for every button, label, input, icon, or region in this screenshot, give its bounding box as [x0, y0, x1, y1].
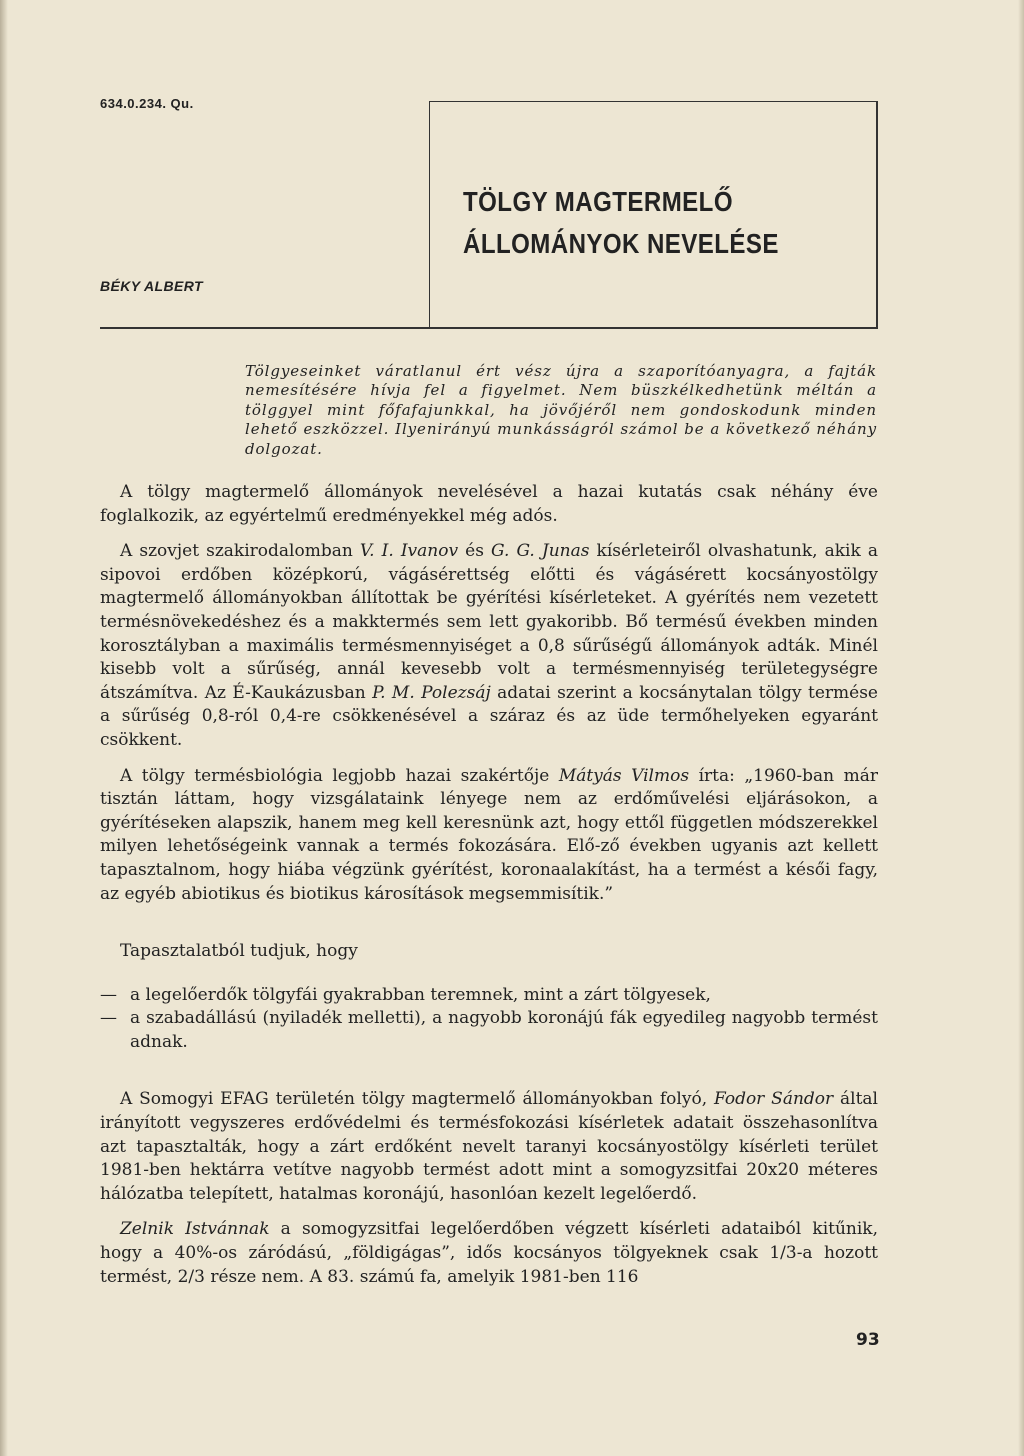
author-reference: Fodor Sándor — [713, 1089, 834, 1110]
text-span: A tölgy termésbiológia legjobb hazai szakértője — [120, 765, 559, 786]
author-reference: G. G. Junas — [491, 541, 590, 562]
text-span: A szovjet szakirodalomban — [120, 541, 360, 562]
author-reference: P. M. Polezsáj — [372, 682, 491, 703]
author-reference: Zelnik Istvánnak — [120, 1219, 270, 1240]
title-line-1: TÖLGY MAGTERMELŐ — [463, 186, 733, 217]
dash-marker: — — [100, 984, 117, 1005]
article-body — [100, 481, 878, 1289]
paragraph-1: A tölgy magtermelő állományok nevelésével a hazai kutatás csak néhány éve foglalkozik, az egyértelmű eredményekkel még adós. — [100, 482, 878, 526]
text-span: és — [458, 541, 491, 562]
paragraph-3 — [100, 765, 878, 907]
page-left-edge — [0, 0, 8, 1456]
list-item — [100, 984, 878, 1008]
text-span: által irányított vegyszeres erdővédelmi és termésfokozási kísérletek adatait összehasonlítva azt tapasztalták, hogy a zárt erdőként nevelt taranyi kocsányostölgy kísérleti terület 1981-ben hektárra vetítve nagyobb termést adott mint a somogyzsitfai 20x20 méteres hálózatba telepített, hatalmas koronájú, hasonlóan kezelt legelőerdő. — [100, 1089, 878, 1204]
author-reference: V. I. Ivanov — [359, 541, 459, 562]
page-number: 93 — [856, 1330, 880, 1350]
paragraph-5 — [100, 1088, 878, 1206]
text-span: adatai szerint a kocsánytalan tölgy termése a sűrűség 0,8-ról 0,4-re csökkenésével a száraz és az üde termőhelyeken egyaránt csökkent. — [100, 682, 878, 750]
list-item-text: a legelőerdők tölgyfái gyakrabban teremnek, mint a zárt tölgyesek, — [130, 984, 711, 1005]
list-item-text: a szabadállású (nyiladék melletti), a nagyobb koronájú fák egyedileg nagyobb termést adnak. — [130, 1008, 878, 1052]
article-title — [463, 181, 779, 265]
dash-marker: — — [100, 1008, 117, 1029]
udc-classification: 634.0.234. Qu. — [100, 96, 194, 111]
title-frame-right-border — [876, 101, 878, 327]
author-name: BÉKY ALBERT — [100, 278, 203, 294]
paragraph-4: Tapasztalatból tudjuk, hogy — [120, 941, 358, 962]
paragraph-2 — [100, 540, 878, 752]
text-span: a somogyzsitfai legelőerdőben végzett kísérleti adataiból kitűnik, hogy a 40%-os záródású, „földigágas”, idős kocsányos tölgyeknek csak 1/3-a hozott termést, 2/3 része nem. A 83. számú fa, amelyik 1981-ben 116 — [100, 1219, 878, 1287]
text-span: kísérleteiről olvashatunk, akik a sipovoi erdőben középkorú, vágásérettség előtti és vágásérett kocsányostölgy magtermelő állományokban állítottak be gyérítési kísérleteket. A gyérítés nem vezetett termésnövekedéshez és a makktermés sem lett gyakoribb. Bő termésű években minden korosztályban a maximális termésmennyiséget a 0,8 sűrűségű állományok adták. Minél kisebb volt a sűrűség, annál kevesebb volt a termésmennyiség területegységre átszámítva. Az É-Kaukázusban — [100, 541, 878, 703]
paragraph-6 — [100, 1218, 878, 1289]
title-line-2: ÁLLOMÁNYOK NEVELÉSE — [463, 228, 779, 259]
text-span: A Somogyi EFAG területén tölgy magtermelő állományokban folyó, — [120, 1089, 714, 1110]
list-item — [100, 1007, 878, 1054]
abstract: Tölgyeseinket váratlanul ért vész újra a szaporítóanyagra, a fajták nemesítésére hívja fel a figyelmet. Nem büszkélkedhetünk méltán a tölggyel mint főfafajunkkal, ha jövőjéről nem gondoskodunk minden lehető eszközzel. Ilyenirányú munkásságról számol be a következő néhány dolgozat. — [245, 362, 877, 458]
header-rule — [100, 327, 878, 329]
page-right-edge — [1018, 0, 1024, 1456]
author-reference: Mátyás Vilmos — [558, 765, 690, 786]
quote-text: írta: „1960-ban már tisztán láttam, hogy vizsgálataink lényege nem az erdőművelési eljárásokon, a gyérítéseken alapszik, hanem meg kell keresnünk azt, hogy ettől független módszerekkel milyen lehetőségeink vannak a termés fokozására. Elő-ző években ugyanis azt kellett tapasztalnom, hogy hiába végzünk gyérítést, koronaalakítást, ha a termést a késői fagy, az egyéb abiotikus és biotikus károsítások megsemmisítik.” — [100, 765, 878, 904]
